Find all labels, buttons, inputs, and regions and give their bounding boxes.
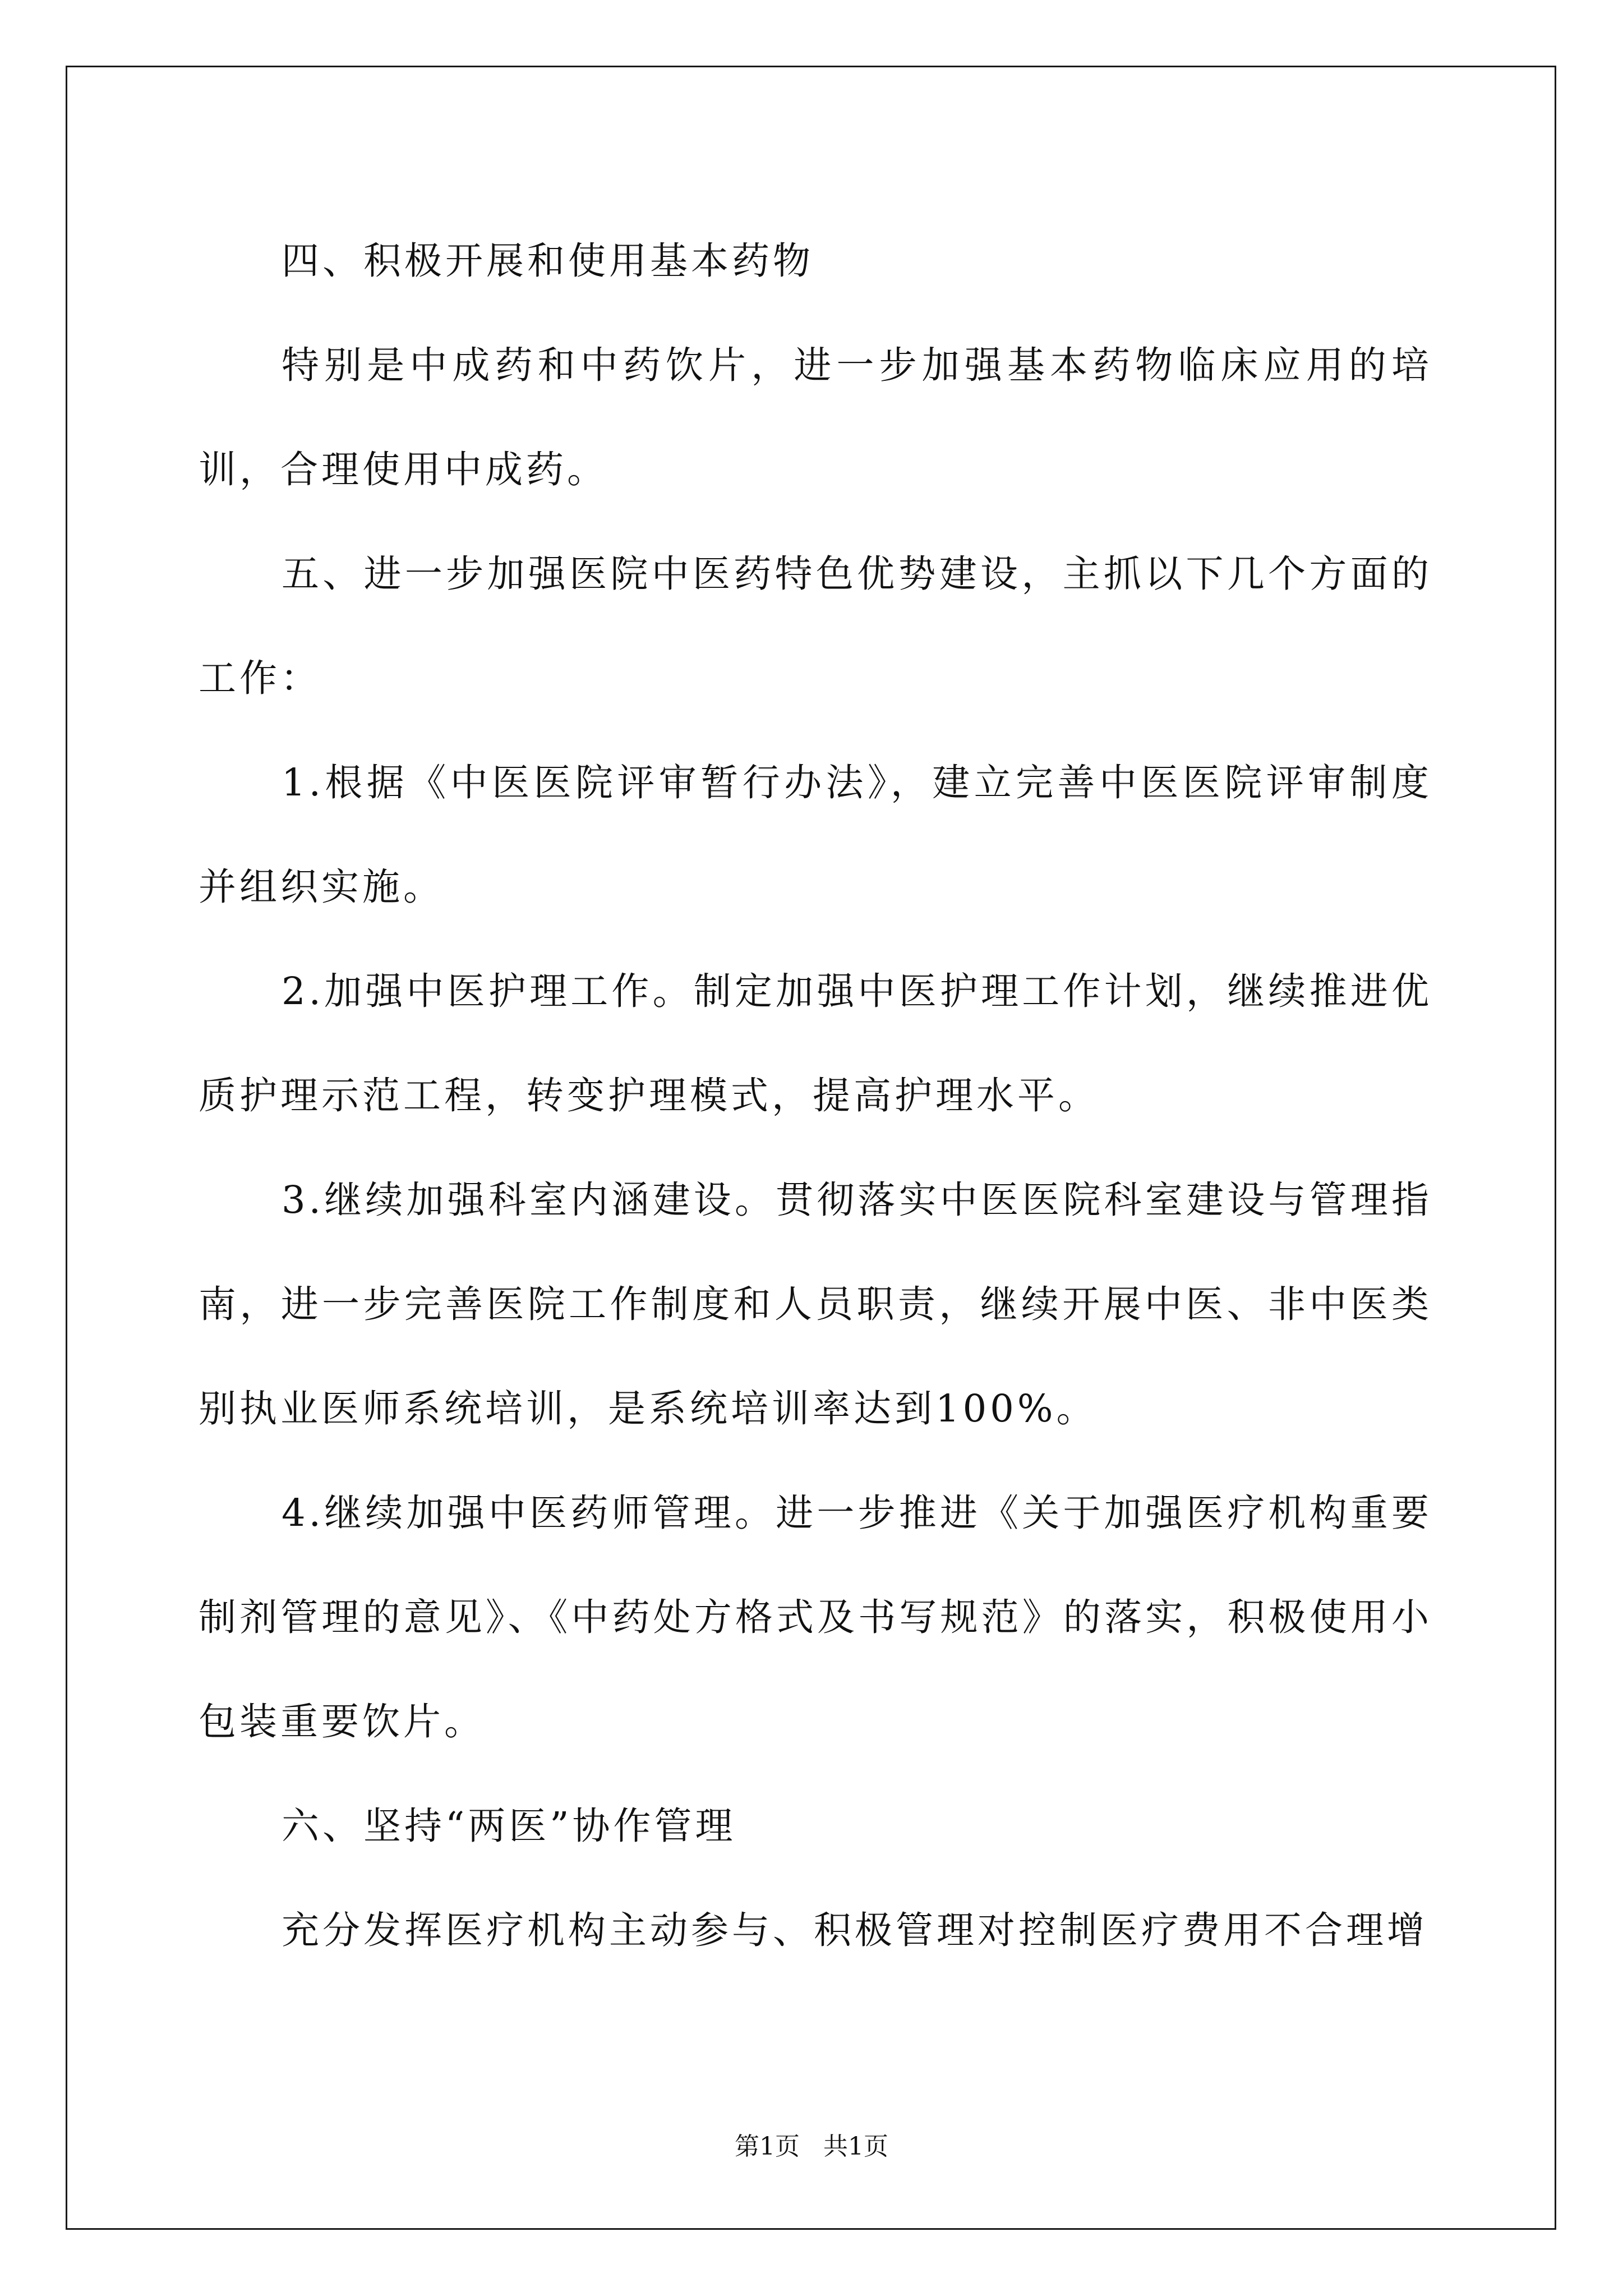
paragraph-essential-drugs: 特别是中成药和中药饮片，进一步加强基本药物临床应用的培训，合理使用中成药。 — [199, 343, 1432, 491]
paragraph-cooperation: 充分发挥医疗机构主动参与、积极管理对控制医疗费用不合理增 — [282, 1908, 1428, 1952]
paragraph-item-3: 3.继续加强科室内涵建设。贯彻落实中医医院科室建设与管理指南，进一步完善医院工作制度和人员职责，继续开展中医、非中医类别执业医师系统培训，是系统培训率达到100%。 — [199, 1178, 1432, 1430]
paragraph-item-4: 4.继续加强中医药师管理。进一步推进《关于加强医疗机构重要制剂管理的意见》、《中药处方格式及书写规范》的落实，积极使用小包装重要饮片。 — [199, 1491, 1432, 1743]
paragraph-item-1: 1.根据《中医医院评审暂行办法》，建立完善中医医院评审制度并组织实施。 — [199, 761, 1432, 909]
paragraph-heading-6: 六、坚持“两医”协作管理 — [282, 1804, 736, 1848]
document-body — [199, 209, 1432, 1982]
paragraph-heading-4: 四、积极开展和使用基本药物 — [282, 239, 814, 283]
page-footer: 第1页 共1页 — [735, 2132, 888, 2161]
paragraph-item-2: 2.加强中医护理工作。制定加强中医护理工作计划，继续推进优质护理示范工程，转变护理模式，提高护理水平。 — [199, 969, 1432, 1117]
paragraph-heading-5: 五、进一步加强医院中医药特色优势建设，主抓以下几个方面的工作： — [199, 552, 1432, 700]
